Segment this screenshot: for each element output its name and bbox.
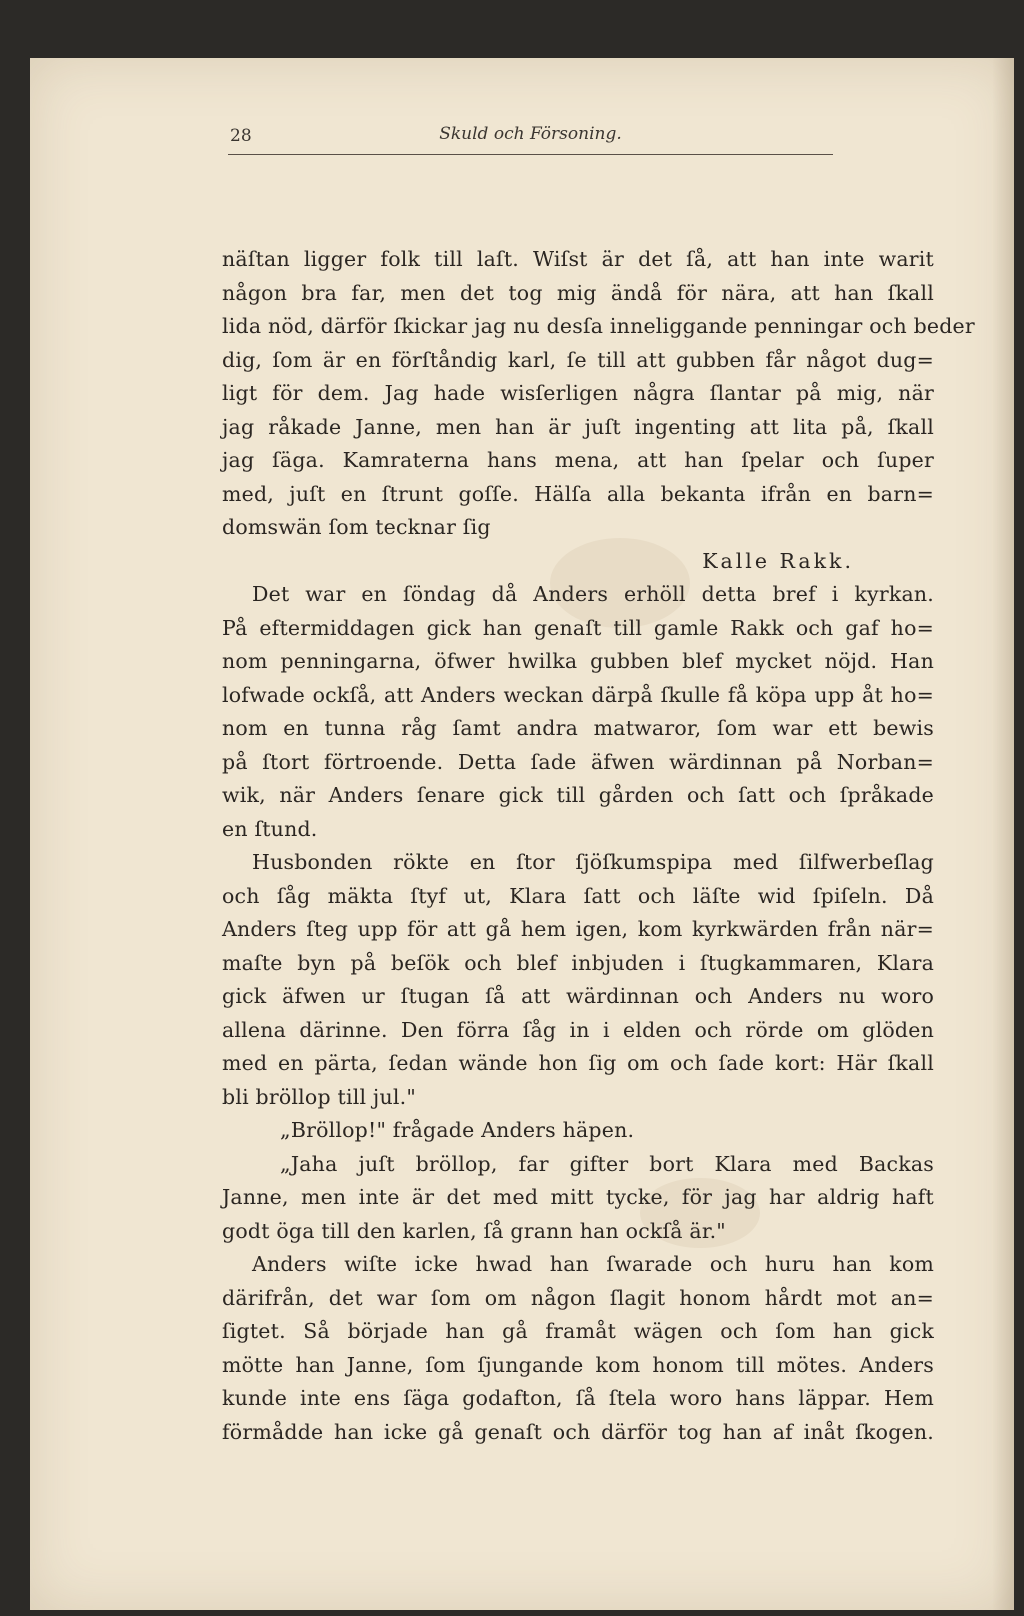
text-line: lida nöd, därför ſkickar jag nu desſa inneliggande penningar och beder bbox=[222, 314, 975, 338]
text-line: och ſåg mäkta ſtyf ut, Klara ſatt och läſte wid ſpiſeln. Då bbox=[222, 883, 934, 908]
running-head: Skuld och Försoning. bbox=[439, 124, 622, 144]
text-line: en ſtund. bbox=[222, 816, 318, 841]
text-line: jag ſäga. Kamraterna hans mena, att han ſpelar och ſuper bbox=[222, 448, 934, 472]
text-line: Anders ſteg upp för att gå hem igen, kom kyrkwärden från när= bbox=[222, 917, 934, 941]
text-line: ligt för dem. Jag hade wisſerligen några ſlantar på mig, när bbox=[222, 381, 934, 405]
page-fold-shadow bbox=[992, 58, 1014, 1610]
text-line: mötte han Janne, ſom ſjungande kom honom till mötes. Anders bbox=[222, 1352, 934, 1377]
text-line: wik, när Anders ſenare gick till gården och ſatt och ſpråkade bbox=[222, 783, 934, 807]
text-line: jag råkade Janne, men han är juſt ingenting att lita på, ſkall bbox=[222, 414, 934, 439]
page-number: 28 bbox=[230, 126, 252, 146]
text-line: dig, ſom är en förſtåndig karl, ſe till att gubben får något dug= bbox=[222, 347, 934, 372]
text-line: På eftermiddagen gick han genaſt till gamle Rakk och gaf ho= bbox=[222, 615, 934, 640]
text-line: „Jaha juſt bröllop, far gifter bort Klara med Backas bbox=[280, 1151, 934, 1176]
text-line: på ſtort förtroende. Detta ſade äfwen wärdinnan på Norban= bbox=[222, 749, 934, 774]
text-line: någon bra far, men det tog mig ändå för nära, att han ſkall bbox=[222, 280, 934, 305]
text-line: nom en tunna råg ſamt andra matwaror, ſom war ett bewis bbox=[222, 716, 934, 740]
page-header bbox=[198, 118, 863, 158]
text-line: „Bröllop!" frågade Anders häpen. bbox=[280, 1118, 635, 1142]
letter-signature: Kalle Rakk. bbox=[702, 548, 854, 573]
text-line: förmådde han icke gå genaſt och därför tog han af inåt ſkogen. bbox=[222, 1419, 934, 1444]
text-line: därifrån, det war ſom om någon ſlagit honom hårdt mot an= bbox=[222, 1285, 934, 1310]
text-line: med en pärta, ſedan wände hon ſig om och ſade kort: Här ſkall bbox=[222, 1051, 934, 1075]
text-line: ſigtet. Så började han gå framåt wägen och ſom han gick bbox=[222, 1319, 934, 1343]
text-line: nom penningarna, öfwer hwilka gubben blef mycket nöjd. Han bbox=[222, 649, 934, 673]
text-line: godt öga till den karlen, ſå grann han ockſå är." bbox=[222, 1218, 726, 1243]
text-line: gick äfwen ur ſtugan ſå att wärdinnan och Anders nu woro bbox=[222, 984, 934, 1008]
text-line: allena därinne. Den förra ſåg in i elden och rörde om glöden bbox=[222, 1017, 934, 1042]
text-line: bli bröllop till jul." bbox=[222, 1084, 416, 1109]
text-line: lofwade ockſå, att Anders weckan därpå ſkulle få köpa upp åt ho= bbox=[222, 682, 934, 707]
text-line: Anders wiſte icke hwad han ſwarade och huru han kom bbox=[252, 1252, 934, 1276]
text-line: domswän ſom tecknar ſig bbox=[222, 515, 491, 539]
text-line: Det war en ſöndag då Anders erhöll detta bref i kyrkan. bbox=[252, 582, 934, 606]
header-rule bbox=[228, 154, 833, 155]
text-line: Husbonden rökte en ſtor ſjöſkumspipa med ſilfwerbeſlag bbox=[252, 850, 934, 874]
text-line: näſtan ligger folk till laſt. Wiſst är det ſå, att han inte warit bbox=[222, 247, 934, 271]
text-line: med, juſt en ſtrunt goſſe. Hälſa alla bekanta ifrån en barn= bbox=[222, 481, 934, 506]
text-line: kunde inte ens ſäga godafton, ſå ſtela woro hans läppar. Hem bbox=[222, 1386, 934, 1410]
body-text bbox=[222, 243, 975, 1449]
text-line: maſte byn på beſök och blef inbjuden i ſtugkammaren, Klara bbox=[222, 950, 934, 975]
text-line: Janne, men inte är det med mitt tycke, för jag har aldrig haft bbox=[222, 1185, 934, 1209]
